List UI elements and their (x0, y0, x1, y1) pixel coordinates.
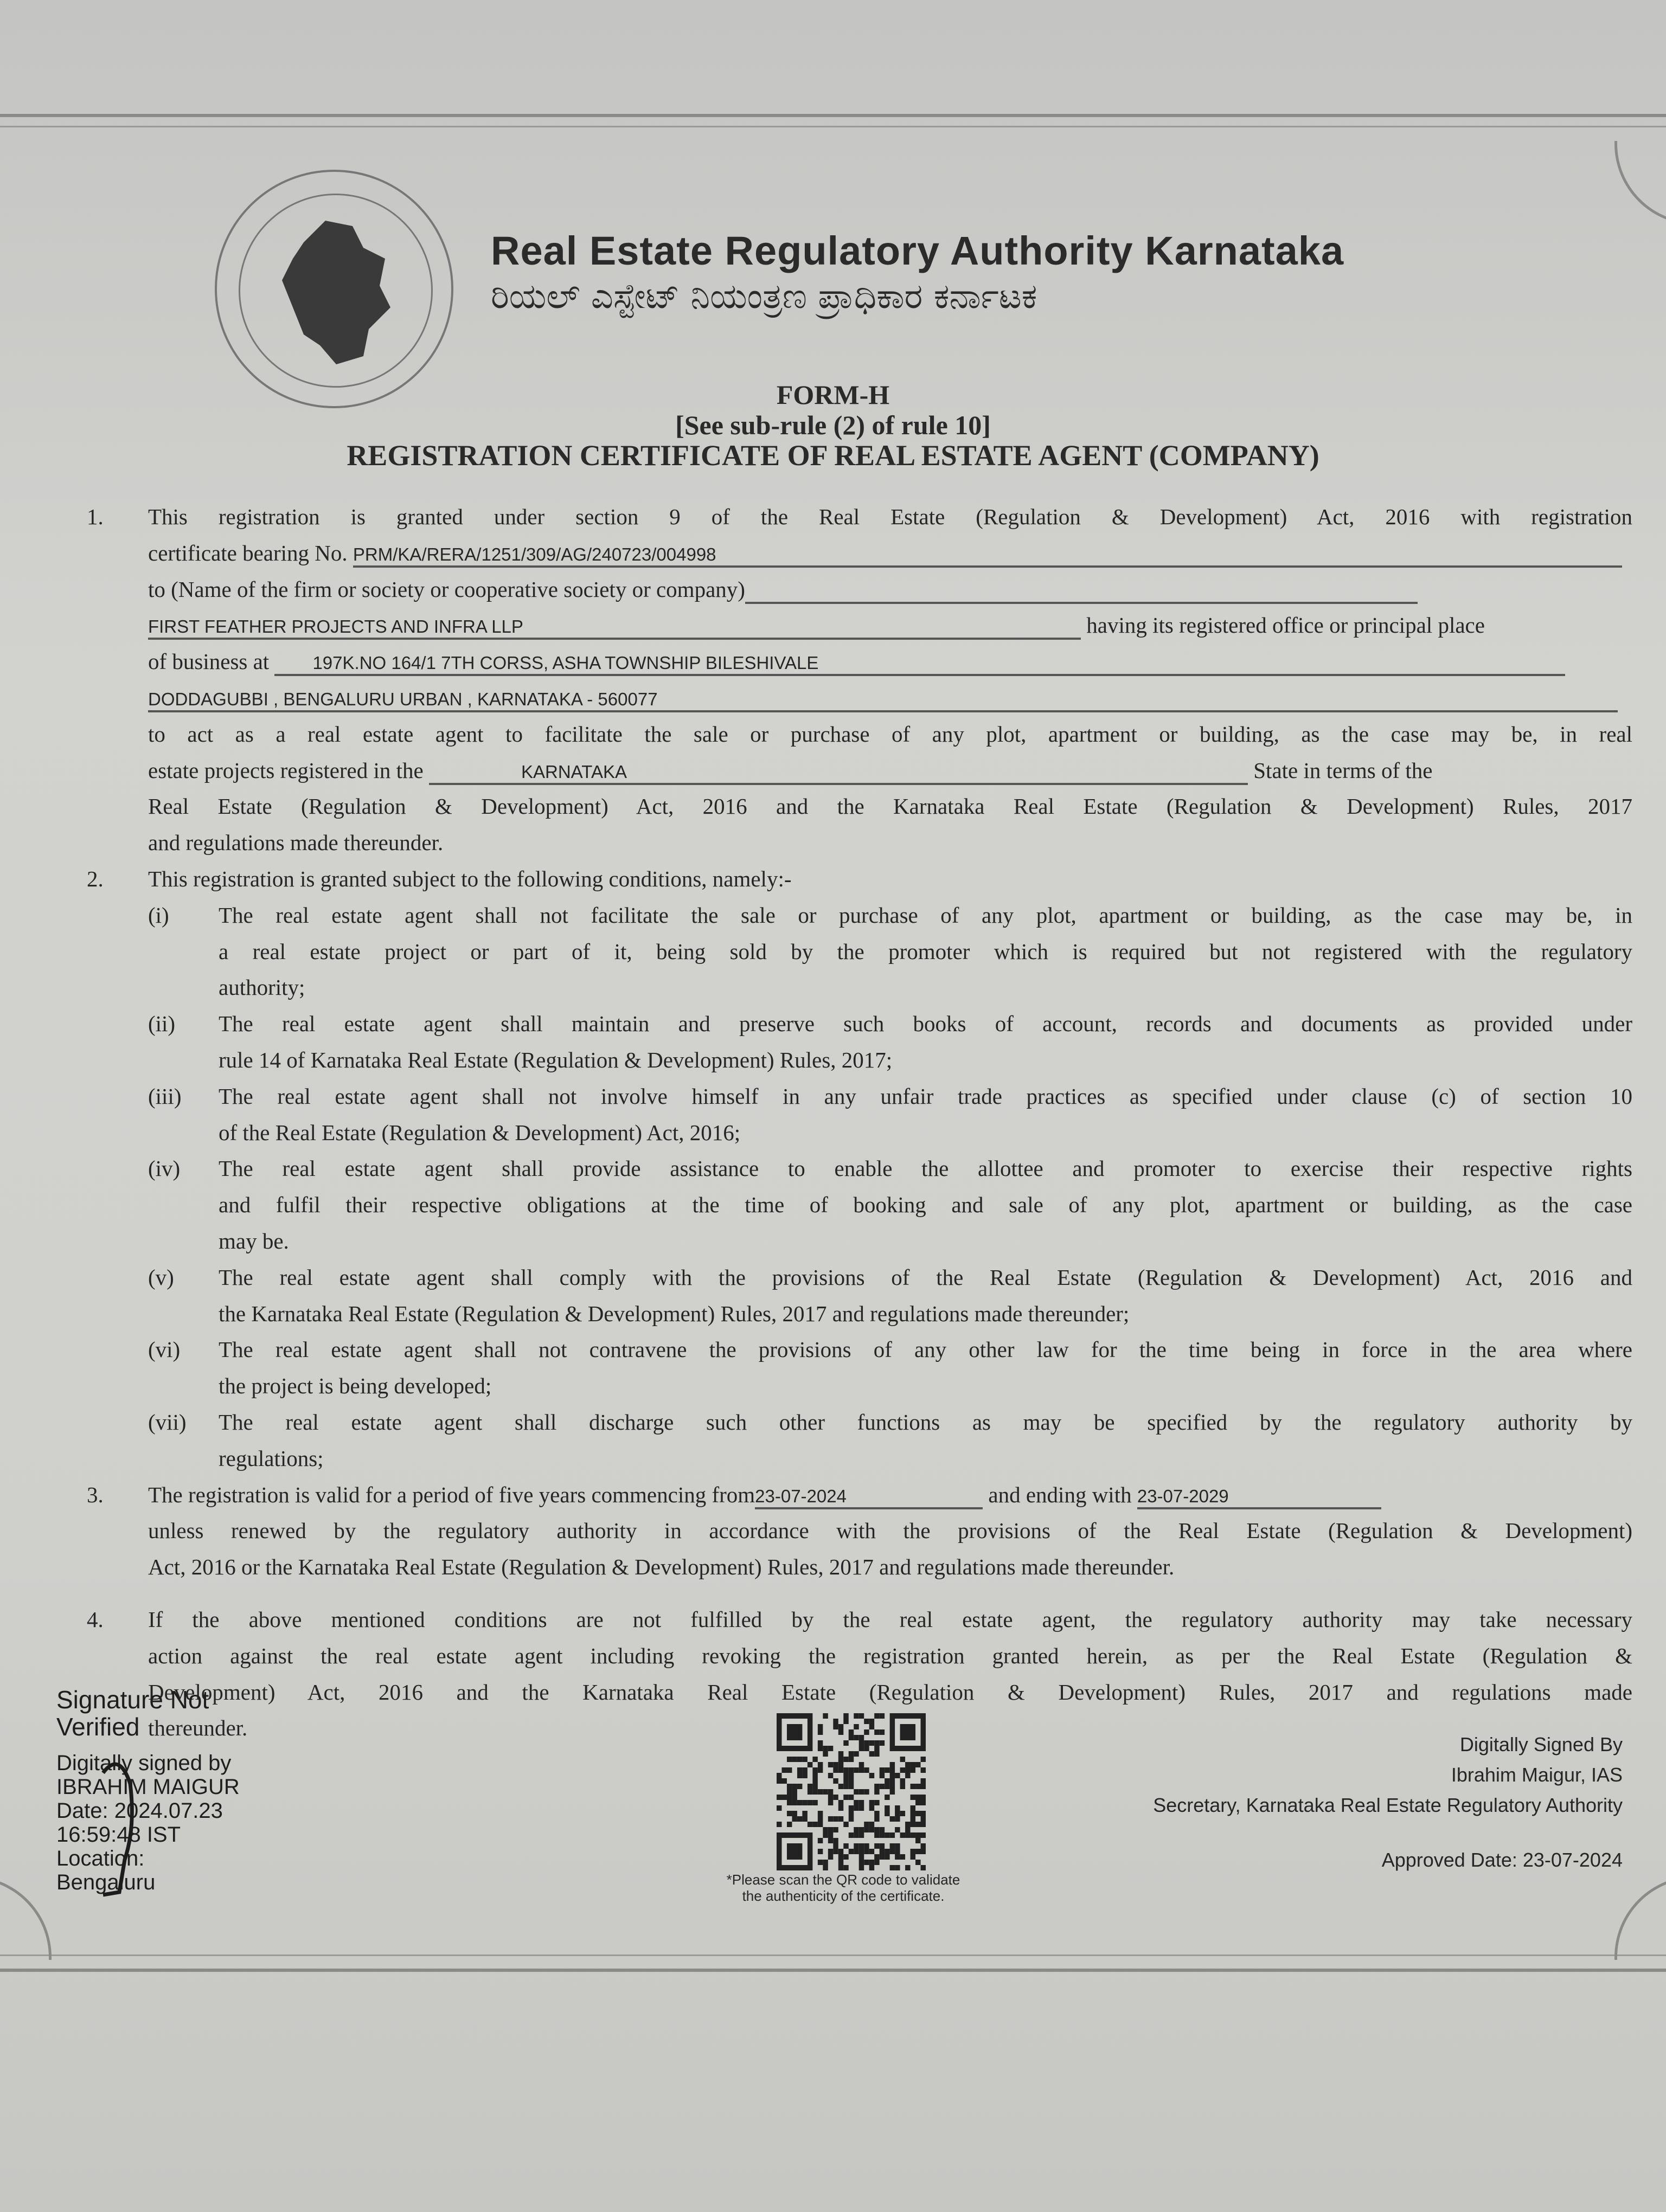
company-name: FIRST FEATHER PROJECTS AND INFRA LLP (148, 616, 1081, 640)
condition-item (87, 1259, 1632, 1332)
section-2 (87, 861, 1632, 1477)
condition-text-line: the project is being developed; (219, 1373, 492, 1399)
text-line: action against the real estate agent including revoking the registration granted herein, as per the Real Estate (Regulation & (148, 1643, 1632, 1668)
condition-item (87, 1404, 1632, 1477)
section-number: 1. (87, 504, 104, 529)
text-line: unless renewed by the regulatory authority in accordance with the provisions of the Real Estate (Regulation & Development) (148, 1518, 1632, 1544)
condition-text-line: and fulfil their respective obligations at the time of booking and sale of any plot, apartment or building, as the case (219, 1192, 1632, 1218)
signed-by-label: Digitally Signed By (1459, 1733, 1623, 1756)
signer-name: Ibrahim Maigur, IAS (1451, 1764, 1623, 1786)
signature-time: 16:59:48 IST (56, 1823, 181, 1847)
condition-label: (ii) (148, 1011, 176, 1037)
text-line: and regulations made thereunder. (148, 830, 444, 856)
qr-finder-pattern (787, 1724, 802, 1740)
form-number: FORM-H (776, 380, 890, 410)
condition-text-line: of the Real Estate (Regulation & Development) Act, 2016; (219, 1120, 741, 1145)
text-line: This registration is granted under section 9 of the Real Estate (Regulation & Development) Act, 2016 with registration (148, 504, 1632, 529)
condition-text-line: may be. (219, 1228, 289, 1253)
authority-signature-block (1153, 1729, 1623, 1821)
condition-text-line: The real estate agent shall discharge such other functions as may be specified by the regulatory authority by (219, 1409, 1632, 1435)
condition-text-line: regulations; (219, 1445, 324, 1471)
text-line: to act as a real estate agent to facilitate the sale or purchase of any plot, apartment or building, as the case may be, in real (148, 721, 1632, 747)
valid-to-date: 23-07-2029 (1137, 1486, 1381, 1509)
text-line: If the above mentioned conditions are not fulfilled by the real estate agent, the regulatory authority may take necessary (148, 1606, 1632, 1632)
condition-text-line: The real estate agent shall provide assistance to enable the allottee and promoter to exercise their respective rights (219, 1156, 1632, 1181)
text-line (148, 680, 1632, 716)
qr-caption (678, 1872, 1009, 1904)
label: certificate bearing No. (148, 540, 348, 565)
section-number: 2. (87, 866, 104, 891)
condition-item (87, 897, 1632, 1006)
qr-caption-line: the authenticity of the certificate. (742, 1888, 945, 1904)
label: State in terms of the (1253, 757, 1433, 783)
authority-title-kannada: ರಿಯಲ್ ಎಸ್ಟೇಟ್ ನಿಯಂತ್ರಣ ಪ್ರಾಧಿಕಾರ ಕರ್ನಾಟಕ (491, 276, 1037, 317)
condition-item (87, 1078, 1632, 1151)
text-line (148, 535, 1632, 571)
section-number: 4. (87, 1606, 104, 1632)
text-line: Real Estate (Regulation & Development) Act, 2016 and the Karnataka Real Estate (Regulation & Development) Rules, 2017 (148, 794, 1632, 819)
text-line: This registration is granted subject to the following conditions, namely:- (148, 866, 792, 891)
state-name: KARNATAKA (429, 761, 1248, 785)
qr-code[interactable] (777, 1713, 926, 1870)
authority-title-english: Real Estate Regulatory Authority Karnataka (491, 228, 1344, 273)
address-line-2: DODDAGUBBI , BENGALURU URBAN , KARNATAKA - 560077 (148, 689, 1618, 712)
section-1 (87, 499, 1632, 861)
signature-validity-mark-icon (98, 1740, 152, 1903)
text-line (148, 644, 1632, 680)
form-heading (0, 380, 1666, 471)
text-line: Act, 2016 or the Karnataka Real Estate (Regulation & Development) Rules, 2017 and regulations made thereunder. (148, 1554, 1175, 1580)
label: and ending with (988, 1482, 1132, 1507)
location-label: Location: (56, 1847, 145, 1870)
condition-text-line: The real estate agent shall maintain and preserve such books of account, records and documents as provided under (219, 1011, 1632, 1037)
condition-text-line: a real estate project or part of it, being sold by the promoter which is required but not registered with the regulatory (219, 938, 1632, 964)
condition-label: (iv) (148, 1156, 181, 1181)
signer-name: IBRAHIM MAIGUR (56, 1775, 240, 1799)
signed-by-label: Digitally signed by (56, 1751, 232, 1775)
condition-text-line: The real estate agent shall not facilitate the sale or purchase of any plot, apartment or building, as the case may be, in (219, 902, 1632, 928)
address-line-1: 197K.NO 164/1 7TH CORSS, ASHA TOWNSHIP BILESHIVALE (274, 652, 1565, 676)
section-3 (87, 1477, 1632, 1585)
certificate-body (87, 499, 1632, 1746)
signer-designation: Secretary, Karnataka Real Estate Regulatory Authority (1153, 1794, 1623, 1816)
certificate-title: REGISTRATION CERTIFICATE OF REAL ESTATE AGENT (COMPANY) (347, 439, 1319, 472)
label: having its registered office or principal place (1086, 613, 1485, 638)
condition-label: (vii) (148, 1409, 187, 1435)
section-number: 3. (87, 1482, 104, 1507)
condition-text-line: the Karnataka Real Estate (Regulation & Development) Rules, 2017 and regulations made thereunder; (219, 1301, 1130, 1326)
condition-text-line: rule 14 of Karnataka Real Estate (Regulation & Development) Rules, 2017; (219, 1047, 893, 1072)
condition-label: (v) (148, 1264, 174, 1290)
text-line: thereunder. (148, 1715, 248, 1741)
condition-text-line: authority; (219, 975, 305, 1000)
qr-finder-pattern (900, 1724, 915, 1740)
condition-label: (i) (148, 902, 169, 928)
condition-item (87, 1006, 1632, 1078)
text-line (148, 571, 1632, 608)
text-line (148, 1477, 1632, 1513)
rera-seal-logo (215, 170, 453, 408)
text-line (148, 607, 1632, 644)
condition-item (87, 1332, 1632, 1404)
signature-date: Date: 2024.07.23 (56, 1799, 223, 1823)
approved-date: Approved Date: 23-07-2024 (1381, 1849, 1623, 1871)
text-line (148, 753, 1632, 789)
qr-caption-line: *Please scan the QR code to validate (726, 1872, 960, 1888)
valid-from-date: 23-07-2024 (755, 1486, 983, 1509)
qr-finder-pattern (787, 1843, 802, 1860)
signature-status: Signature Not Verified (56, 1686, 209, 1741)
condition-label: (vi) (148, 1337, 181, 1362)
condition-text-line: The real estate agent shall not contravene the provisions of any other law for the time being in force in the area where (219, 1337, 1632, 1362)
karnataka-map-icon (260, 210, 412, 372)
registration-number: PRM/KA/RERA/1251/309/AG/240723/004998 (353, 544, 1622, 568)
label: The registration is valid for a period of five years commencing from (148, 1482, 755, 1507)
location-value: Bengaluru (56, 1870, 156, 1894)
condition-item (87, 1150, 1632, 1259)
text-line: Development) Act, 2016 and the Karnataka Real Estate (Regulation & Development) Rules, 2017 and regulations made (148, 1679, 1632, 1705)
label: of business at (148, 649, 270, 674)
condition-text-line: The real estate agent shall not involve himself in any unfair trade practices as specified under clause (c) of section 10 (219, 1083, 1632, 1109)
form-rule: [See sub-rule (2) of rule 10] (675, 410, 991, 440)
condition-text-line: The real estate agent shall comply with the provisions of the Real Estate (Regulation & Development) Act, 2016 and (219, 1264, 1632, 1290)
conditions-list (87, 897, 1632, 1477)
label: to (Name of the firm or society or cooperative society or company) (148, 576, 745, 602)
label: estate projects registered in the (148, 757, 424, 783)
condition-label: (iii) (148, 1083, 182, 1109)
